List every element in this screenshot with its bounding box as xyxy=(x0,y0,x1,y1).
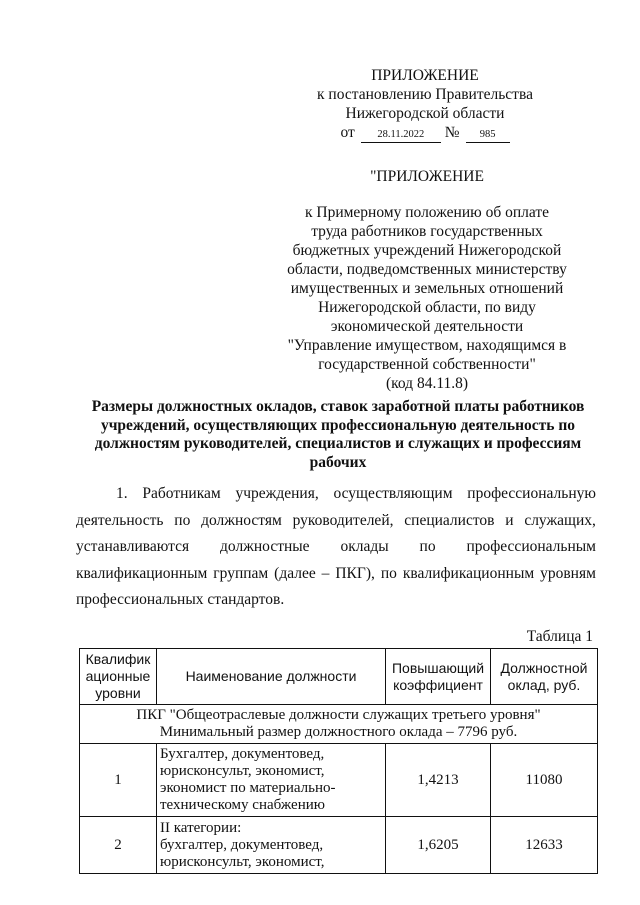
paragraph-word: осуществляющим xyxy=(333,485,453,502)
quote-line: бюджетных учреждений Нижегородской xyxy=(292,242,562,259)
paragraph-word: деятельность xyxy=(76,511,164,529)
paragraph-word: группам xyxy=(213,564,269,582)
cell-salary: 12633 xyxy=(491,817,598,874)
paragraph-word: профессиональную xyxy=(467,485,596,502)
paragraph-word: ПКГ), xyxy=(335,564,375,582)
quote-line: экономической деятельности xyxy=(330,318,524,335)
header-salary: Должностной оклад, руб. xyxy=(491,649,598,705)
appendix-line: к постановлению Правительства xyxy=(317,86,533,103)
group-title: ПКГ "Общеотраслевые должности служащих третьего уровня" Минимальный размер должностного оклада – 7796 руб. xyxy=(80,705,598,744)
paragraph-word: должностные xyxy=(220,538,310,556)
paragraph-word: 1. xyxy=(116,485,128,502)
quote-line: государственной собственности" xyxy=(318,356,536,373)
paragraph-word: (далее xyxy=(274,564,316,582)
paragraph-word: квалификационным xyxy=(76,564,208,582)
paragraph-word: должностям xyxy=(201,511,282,529)
paragraph-word: устанавливаются xyxy=(76,538,190,556)
appendix-line: Нижегородской области xyxy=(345,105,505,122)
cell-level: 2 xyxy=(80,817,157,874)
decree-date: 28.11.2022 xyxy=(361,128,441,143)
cell-coefficient: 1,6205 xyxy=(386,817,491,874)
quote-line: Нижегородской области, по виду xyxy=(318,299,536,316)
quote-line: (код 84.11.8) xyxy=(385,375,469,392)
body-paragraph xyxy=(76,481,596,614)
paragraph-line xyxy=(76,481,596,508)
quote-title: "ПРИЛОЖЕНИЕ xyxy=(370,168,484,185)
paragraph-word: руководителей, xyxy=(292,511,394,529)
paragraph-word: уровням xyxy=(540,564,596,582)
paragraph-word: профессиональным xyxy=(466,538,596,556)
table-caption: Таблица 1 xyxy=(526,628,593,645)
signature-row xyxy=(300,123,550,143)
cell-salary: 11080 xyxy=(491,744,598,817)
appendix-quote xyxy=(282,167,572,393)
paragraph-line xyxy=(76,561,596,588)
decree-number: 985 xyxy=(466,128,510,143)
paragraph-word: профессиональных стандартов. xyxy=(76,591,285,609)
paragraph-word: служащих, xyxy=(524,511,596,529)
from-label: от xyxy=(340,124,355,141)
cell-position: Бухгалтер, документовед, юрисконсульт, экономист, экономист по материально- техническому снабжению xyxy=(157,744,386,817)
table-row xyxy=(80,744,598,817)
cell-position: II категории: бухгалтер, документовед, юрисконсульт, экономист, xyxy=(157,817,386,874)
number-label: № xyxy=(444,124,460,141)
appendix-title: ПРИЛОЖЕНИЕ xyxy=(371,67,479,84)
paragraph-word: по xyxy=(380,564,397,582)
paragraph-line xyxy=(76,587,596,614)
cell-level: 1 xyxy=(80,744,157,817)
paragraph-word: по xyxy=(174,511,191,529)
paragraph-line xyxy=(76,508,596,535)
paragraph-word: по xyxy=(419,538,436,556)
paragraph-word: и xyxy=(505,511,514,529)
header-position: Наименование должности xyxy=(157,649,386,705)
heading-line: Размеры должностных окладов, ставок заработной платы работников xyxy=(91,398,585,415)
heading-line: учреждений, осуществляющих профессиональную деятельность по xyxy=(100,416,576,434)
cell-coefficient: 1,4213 xyxy=(386,744,491,817)
group-row xyxy=(80,705,598,744)
paragraph-line xyxy=(76,534,596,561)
table-header-row xyxy=(80,649,598,705)
quote-line: области, подведомственных министерству xyxy=(287,261,567,278)
quote-line: труда работников государственных xyxy=(311,223,543,240)
section-heading xyxy=(78,398,598,472)
heading-line: должностям руководителей, специалистов и служащих и профессиям xyxy=(94,435,582,452)
heading-line: рабочих xyxy=(309,453,367,471)
header-coefficient: Повышающий коэффициент xyxy=(386,649,491,705)
quote-line: имущественных и земельных отношений xyxy=(290,280,564,297)
table-row xyxy=(80,817,598,874)
quote-line: "Управление имуществом, находящимся в xyxy=(287,337,567,354)
paragraph-word: оклады xyxy=(340,538,389,556)
paragraph-word: специалистов xyxy=(404,511,495,529)
paragraph-word: квалификационным xyxy=(402,564,535,582)
header-level: Квалифик ационные уровни xyxy=(80,649,157,705)
salary-table xyxy=(79,648,598,874)
paragraph-word: учреждения, xyxy=(235,485,319,502)
quote-line: к Примерному положению об оплате xyxy=(304,204,550,221)
paragraph-word: Работникам xyxy=(142,485,221,502)
paragraph-word: – xyxy=(321,564,330,582)
appendix-header xyxy=(300,66,550,143)
